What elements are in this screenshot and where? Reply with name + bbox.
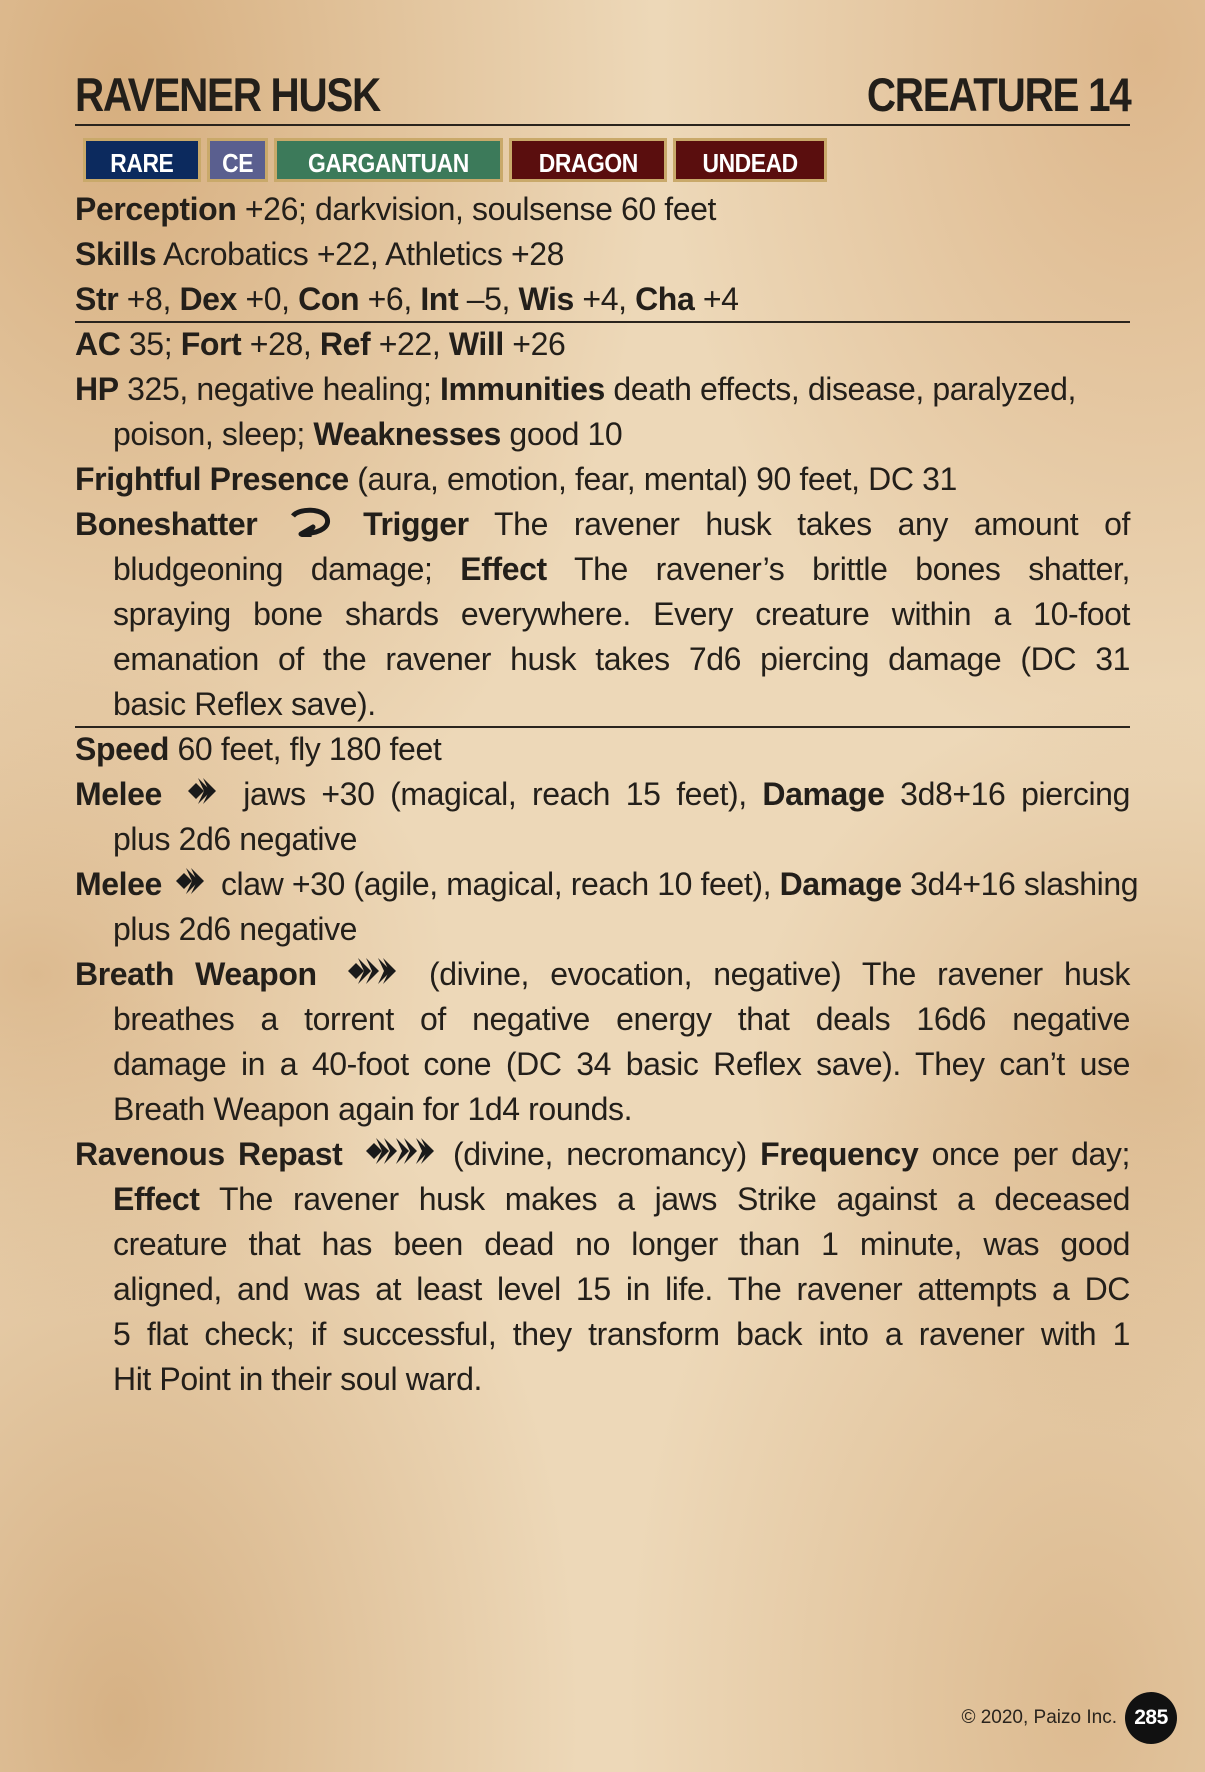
breath-weapon-line-2: breathes a torrent of negative energy that deals 16d6 negative [113,1001,1130,1037]
ravenous-repast-line: Ravenous Repast (divine, necromancy) Frequency once per day; [75,1132,1130,1177]
page-number: 285 [1125,1692,1177,1744]
melee-claw-line-2: plus 2d6 negative [113,911,358,947]
skills-line: Skills Acrobatics +22, Athletics +28 [75,236,565,272]
one-action-icon [172,864,210,910]
melee-claw-line: Melee claw +30 (agile, magical, reach 10 feet), Damage 3d4+16 slashing [75,862,1130,907]
melee-jaws-line: Melee jaws +30 (magical, reach 15 feet), Damage 3d8+16 piercing [75,772,1130,817]
ravenous-repast-line-2: Effect The ravener husk makes a jaws Strike against a deceased [113,1181,1130,1217]
boneshatter-line-5: basic Reflex save). [113,686,376,722]
title-row [75,70,1130,126]
boneshatter-line: Boneshatter Trigger The ravener husk takes any amount of [75,502,1130,547]
trait-rare: RARE [83,138,201,182]
boneshatter-line-3: spraying bone shards everywhere. Every creature within a 10-foot [113,596,1130,632]
hp-line: HP 325, negative healing; Immunities death effects, disease, paralyzed, [75,371,1076,407]
trait-undead: UNDEAD [673,138,827,182]
melee-jaws-line-2: plus 2d6 negative [113,821,358,857]
two-actions-icon [344,954,402,1000]
trait-alignment: CE [207,138,268,182]
defenses-line: AC 35; Fort +28, Ref +22, Will +26 [75,326,566,362]
creature-name: RAVENER HUSK [75,68,380,121]
page-footer [961,1692,1177,1744]
boneshatter-line-4: emanation of the ravener husk takes 7d6 piercing damage (DC 31 [113,641,1130,677]
hp-line-continued: poison, sleep; Weaknesses good 10 [113,416,623,452]
copyright: © 2020, Paizo Inc. [961,1707,1117,1728]
three-actions-icon [362,1134,438,1180]
breath-weapon-line: Breath Weapon (divine, evocation, negative) The ravener husk [75,952,1130,997]
boneshatter-line-2: bludgeoning damage; Effect The ravener’s brittle bones shatter, [113,551,1130,587]
creature-level: CREATURE 14 [866,68,1130,121]
trait-dragon: DRAGON [509,138,668,182]
ravenous-repast-line-4: aligned, and was at least level 15 in life. The ravener attempts a DC [113,1271,1130,1307]
ravenous-repast-line-3: creature that has been dead no longer than 1 minute, was good [113,1226,1130,1262]
ravenous-repast-line-5: 5 flat check; if successful, they transform back into a ravener with 1 [113,1316,1130,1352]
trait-list [83,138,827,182]
speed-line: Speed 60 feet, fly 180 feet [75,731,442,767]
one-action-icon [184,774,222,820]
attributes-line: Str +8, Dex +0, Con +6, Int –5, Wis +4, Cha +4 [75,281,739,317]
breath-weapon-line-3: damage in a 40-foot cone (DC 34 basic Reflex save). They can’t use [113,1046,1130,1082]
reaction-icon [289,504,331,549]
ravenous-repast-line-6: Hit Point in their soul ward. [113,1361,483,1397]
frightful-presence-line: Frightful Presence (aura, emotion, fear, mental) 90 feet, DC 31 [75,461,957,497]
trait-size: GARGANTUAN [274,138,503,182]
perception-line: Perception +26; darkvision, soulsense 60 feet [75,191,717,227]
breath-weapon-line-4: Breath Weapon again for 1d4 rounds. [113,1091,633,1127]
